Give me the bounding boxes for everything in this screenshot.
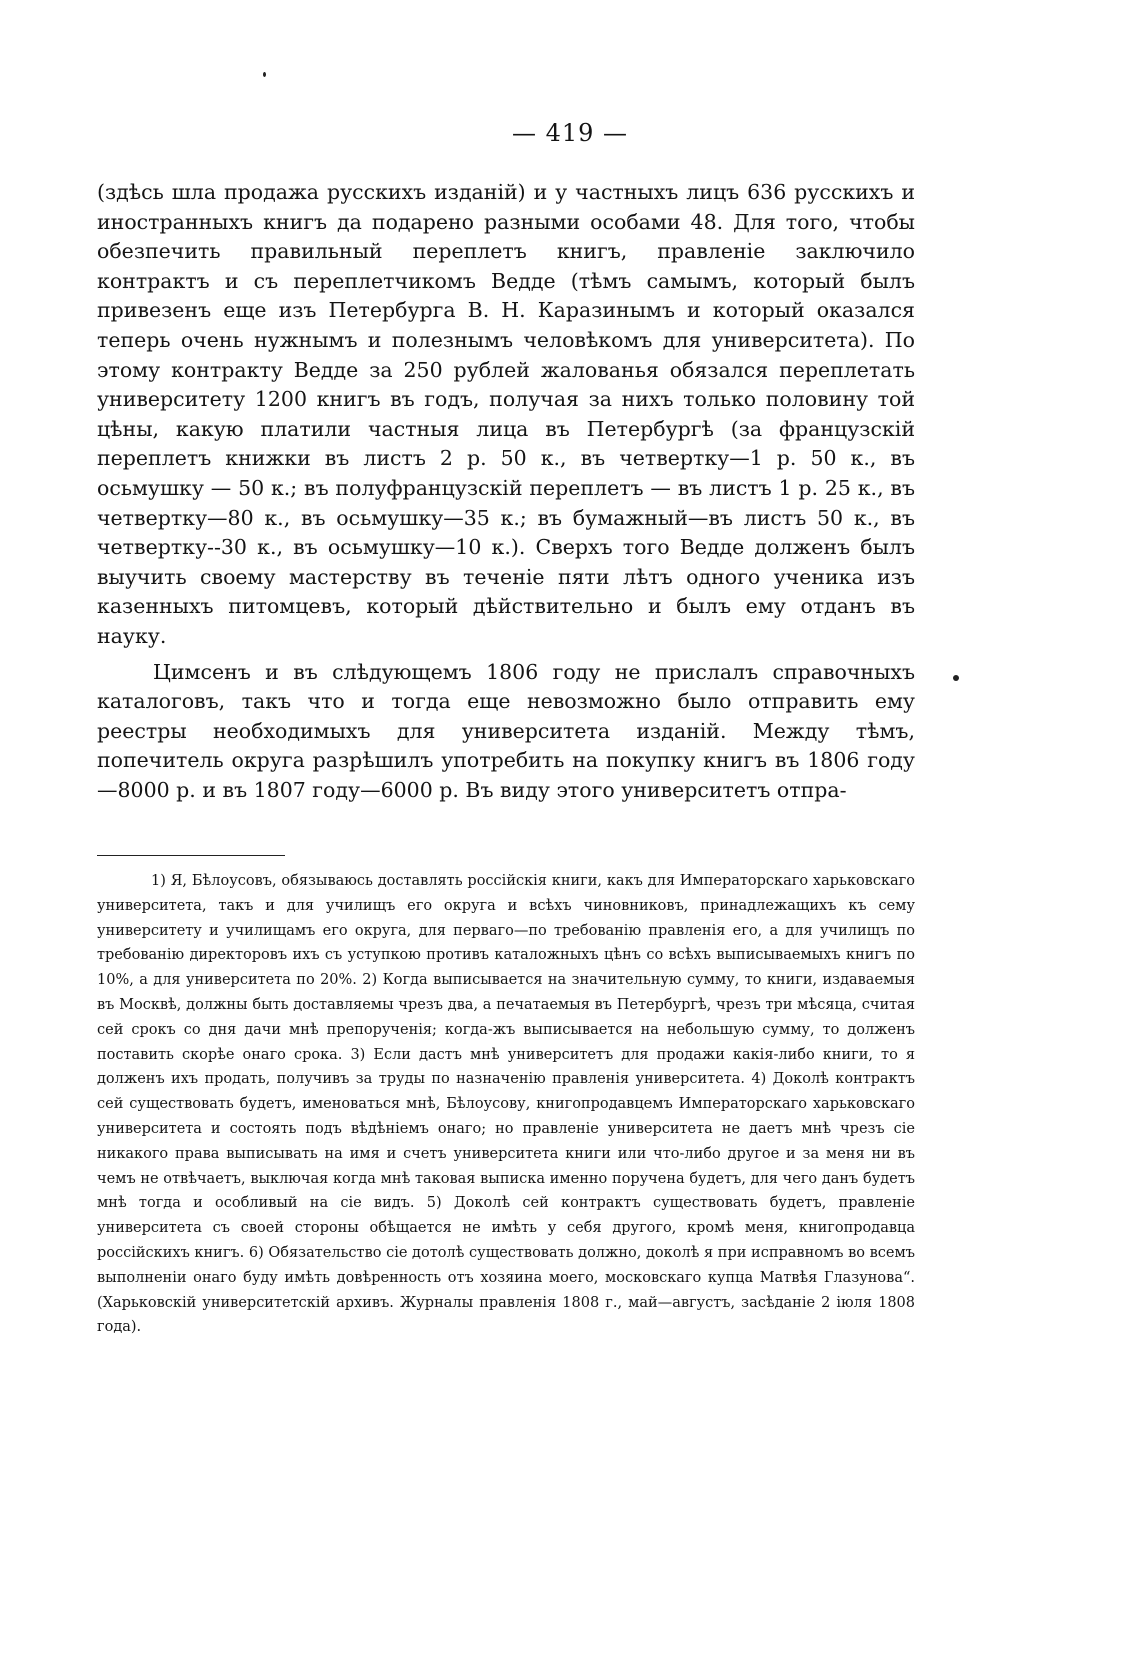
paragraph: Цимсенъ и въ слѣдующемъ 1806 году не прислалъ справочныхъ каталоговъ, такъ что и тогда еще невозможно было отправить ему реестры необходимыхъ для университета изданій. Между тѣмъ, попечитель округа разрѣшилъ употребить на покупку книгъ въ 1806 году—8000 р. и въ 1807 году—6000 р. Въ виду этого университетъ отпра- xyxy=(97,659,915,802)
body-text xyxy=(97,178,915,811)
footnote-separator xyxy=(97,855,285,856)
paragraph: (здѣсь шла продажа русскихъ изданій) и у частныхъ лицъ 636 русскихъ и иностранныхъ книгъ да подарено разными особами 48. Для того, чтобы обезпечить правильный переплетъ книгъ, правленіе заключило контрактъ и съ переплетчикомъ Ведде (тѣмъ самымъ, который былъ привезенъ еще изъ Петербурга В. Н. Каразинымъ и который оказался теперь очень нужнымъ и полезнымъ человѣкомъ для университета). По этому контракту Ведде за 250 рублей жалованья обязался переплетать университету 1200 книгъ въ годъ, получая за нихъ только половину той цѣны, какую платили частныя лица въ Петербургѣ (за французскій переплетъ книжки въ листъ 2 р. 50 к., въ четвертку—1 р. 50 к., въ осьмушку — 50 к.; въ полуфранцузскій переплетъ — въ листъ 1 р. 25 к., въ четвертку—80 к., въ осьмушку—35 к.; въ бумажный—въ листъ 50 к., въ четвертку--30 к., въ осьмушку—10 к.). Сверхъ того Ведде долженъ былъ выучить своему мастерству въ теченіе пяти лѣтъ одного ученика изъ казенныхъ питомцевъ, который дѣйствительно и былъ ему отданъ въ науку. xyxy=(97,180,915,648)
scan-speck xyxy=(263,72,266,77)
footnote: 1) Я, Бѣлоусовъ, обязываюсь доставлять россійскія книги, какъ для Императорскаго харьковскаго университета, такъ и для училищъ его округа и всѣхъ чиновниковъ, принадлежащихъ къ сему университету и училищамъ его округа, для перваго—по требованію правленія его, а для училищъ по требованію директоровъ ихъ съ уступкою противъ каталожныхъ цѣнъ со всѣхъ выписываемыхъ книгъ по 10%, а для университета по 20%. 2) Когда выписывается на значительную сумму, то книги, издаваемыя въ Москвѣ, должны быть доставляемы чрезъ два, а печатаемыя въ Петербургѣ, чрезъ три мѣсяца, считая сей срокъ со дня дачи мнѣ препорученія; когда-жъ выписывается на небольшую сумму, то долженъ поставить скорѣе онаго срока. 3) Если дастъ мнѣ университетъ для продажи какія-либо книги, то я долженъ ихъ продать, получивъ за труды по назначенію правленія университета. 4) Доколѣ контрактъ сей существовать будетъ, именоваться мнѣ, Бѣлоусову, книгопродавцемъ Императорскаго харьковскаго университета и состоять подъ вѣдѣніемъ онаго; но правленіе университета не даетъ мнѣ чрезъ сіе никакого права выписывать на имя и счетъ университета книги или что-либо другое и за меня ни въ чемъ не отвѣчаетъ, выключая когда мнѣ таковая выписка именно поручена будетъ, для чего данъ будетъ мнѣ тогда и особливый на сіе видъ. 5) Доколѣ сей контрактъ существовать будетъ, правленіе университета съ своей стороны обѣщается не имѣть у себя другого, кромѣ меня, книгопродавца россійскихъ книгъ. 6) Обязательство сіе дотолѣ существовать должно, доколѣ я при исправномъ во всемъ выполненіи онаго буду имѣть довѣренность отъ хозяина моего, московскаго купца Матвѣя Глазунова“. (Харьковскій университетскій архивъ. Журналы правленія 1808 г., май—августъ, засѣданіе 2 іюля 1808 года). xyxy=(97,873,915,1336)
page-number: — 419 — xyxy=(511,119,629,147)
scan-speck xyxy=(953,675,959,681)
